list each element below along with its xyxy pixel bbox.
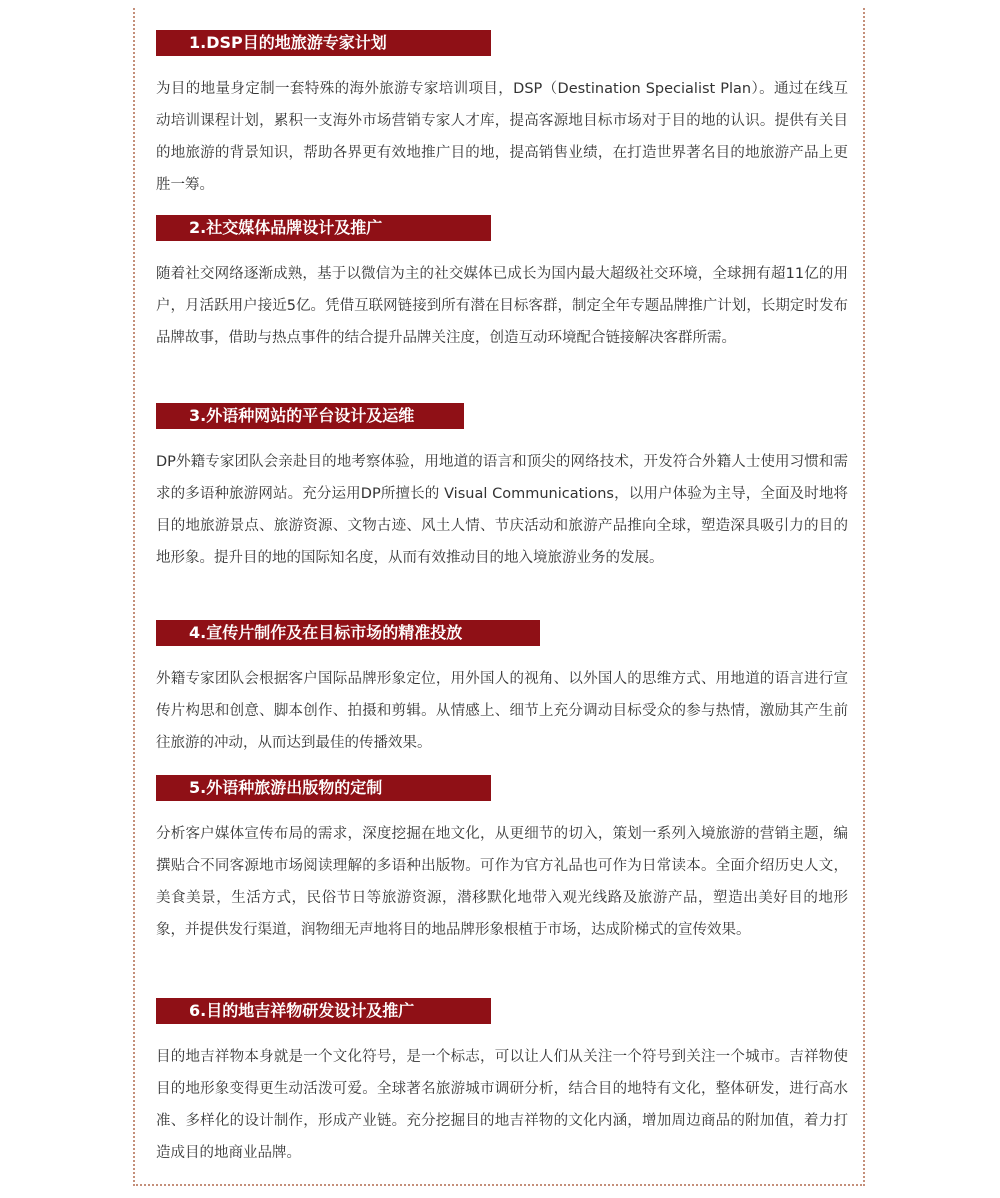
section-heading: 1.DSP目的地旅游专家计划 bbox=[156, 30, 491, 56]
section-body: 外籍专家团队会根据客户国际品牌形象定位，用外国人的视角、以外国人的思维方式、用地道的语言进行宣传片构思和创意、脚本创作、拍摄和剪辑。从情感上、细节上充分调动目标受众的参与热情，激励其产生前往旅游的冲动，从而达到最佳的传播效果。 bbox=[156, 671, 848, 751]
section-heading: 4.宣传片制作及在目标市场的精准投放 bbox=[156, 620, 540, 646]
section-publications bbox=[156, 775, 856, 946]
section-dsp bbox=[156, 30, 856, 201]
section-heading: 5.外语种旅游出版物的定制 bbox=[156, 775, 491, 801]
section-website bbox=[156, 403, 856, 574]
section-body: 分析客户媒体宣传布局的需求，深度挖掘在地文化，从更细节的切入，策划一系列入境旅游的营销主题，编撰贴合不同客源地市场阅读理解的多语种出版物。可作为官方礼品也可作为日常读本。全面介绍历史人文，美食美景，生活方式，民俗节日等旅游资源，潜移默化地带入观光线路及旅游产品，塑造出美好目的地形象，并提供发行渠道，润物细无声地将目的地品牌形象根植于市场，达成阶梯式的宣传效果。 bbox=[156, 826, 848, 938]
section-heading: 3.外语种网站的平台设计及运维 bbox=[156, 403, 464, 429]
section-mascot bbox=[156, 998, 856, 1169]
section-heading: 6.目的地吉祥物研发设计及推广 bbox=[156, 998, 491, 1024]
section-body: 随着社交网络逐渐成熟，基于以微信为主的社交媒体已成长为国内最大超级社交环境，全球拥有超11亿的用户，月活跃用户接近5亿。凭借互联网链接到所有潜在目标客群，制定全年专题品牌推广计划，长期定时发布品牌故事，借助与热点事件的结合提升品牌关注度，创造互动环境配合链接解决客群所需。 bbox=[156, 266, 848, 346]
section-body: 目的地吉祥物本身就是一个文化符号，是一个标志，可以让人们从关注一个符号到关注一个城市。吉祥物使目的地形象变得更生动活泼可爱。全球著名旅游城市调研分析，结合目的地特有文化，整体研发，进行高水准、多样化的设计制作，形成产业链。充分挖掘目的地吉祥物的文化内涵，增加周边商品的附加值，着力打造成目的地商业品牌。 bbox=[156, 1049, 848, 1161]
section-body: DP外籍专家团队会亲赴目的地考察体验，用地道的语言和顶尖的网络技术，开发符合外籍人士使用习惯和需求的多语种旅游网站。充分运用DP所擅长的 Visual Communications，以用户体验为主导，全面及时地将目的地旅游景点、旅游资源、文物古迹、风土人情、节庆活动和旅游产品推向全球，塑造深具吸引力的目的地形象。提升目的地的国际知名度，从而有效推动目的地入境旅游业务的发展。 bbox=[156, 454, 848, 566]
section-social-media bbox=[156, 215, 856, 354]
section-promo-video bbox=[156, 620, 856, 759]
section-heading: 2.社交媒体品牌设计及推广 bbox=[156, 215, 491, 241]
section-body: 为目的地量身定制一套特殊的海外旅游专家培训项目，DSP（Destination Specialist Plan）。通过在线互动培训课程计划，累积一支海外市场营销专家人才库，提高客源地目标市场对于目的地的认识。提供有关目的地旅游的背景知识，帮助各界更有效地推广目的地，提高销售业绩，在打造世界著名目的地旅游产品上更胜一筹。 bbox=[156, 81, 848, 193]
